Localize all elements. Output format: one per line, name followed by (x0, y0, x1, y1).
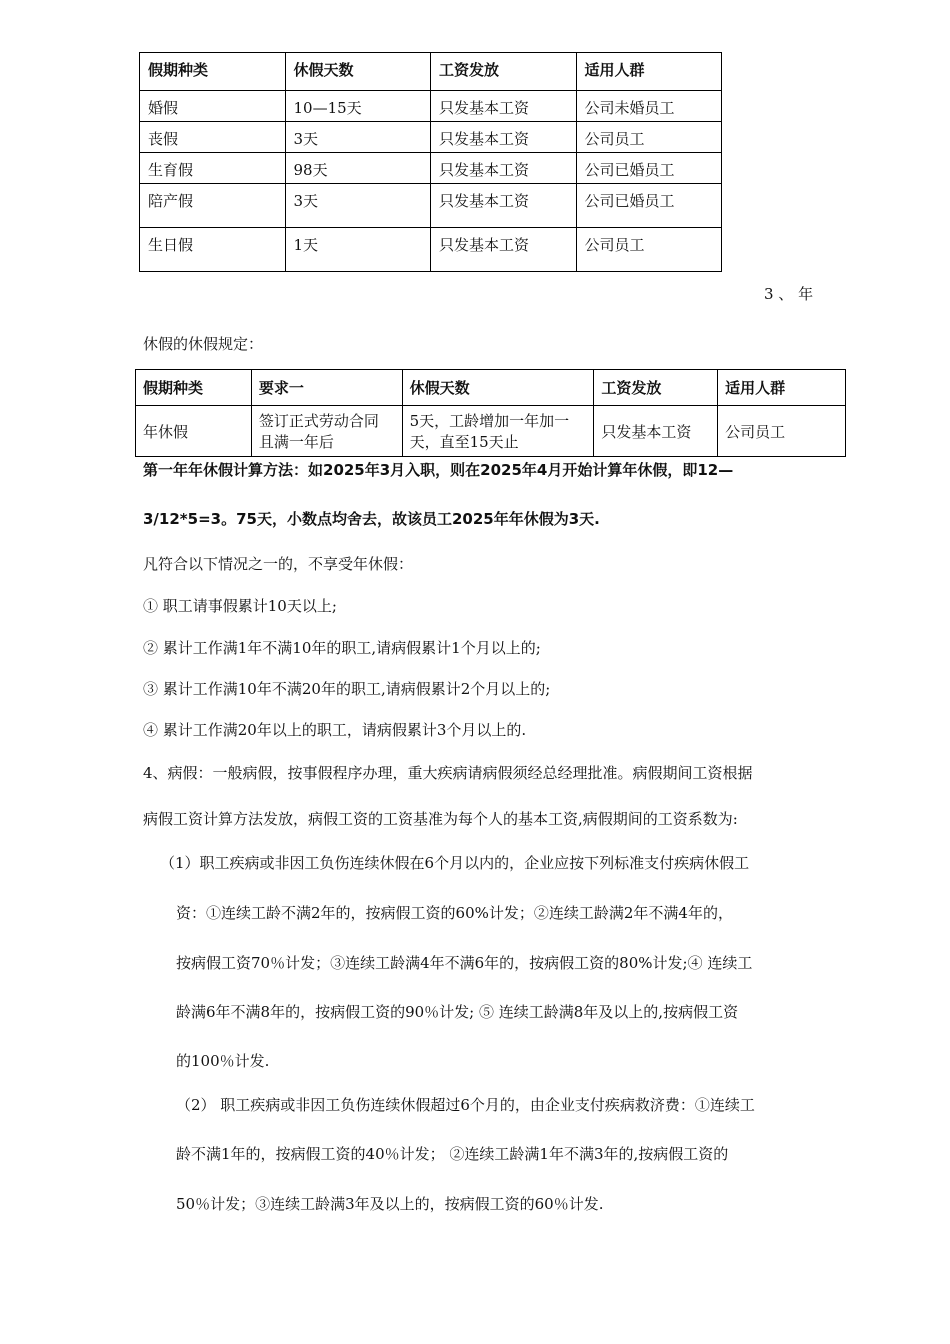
table-cell: 只发基本工资 (431, 184, 577, 228)
exclusion-item: ① 职工请事假累计10天以上; (143, 597, 337, 615)
table-row (140, 153, 722, 184)
table-cell: 公司员工 (576, 122, 722, 153)
header-cell: 工资发放 (431, 53, 577, 91)
table-cell: 只发基本工资 (431, 91, 577, 122)
exclusion-item: ③ 累计工作满10年不满20年的职工,请病假累计2个月以上的; (143, 680, 551, 698)
sick-p2-line: （2） 职工疾病或非因工负伤连续休假超过6个月的，由企业支付疾病救济费：①连续工 (176, 1096, 755, 1114)
exclusion-item: ④ 累计工作满20年以上的职工，请病假累计3个月以上的. (143, 721, 527, 739)
header-cell: 工资发放 (594, 370, 718, 406)
exclusion-item: ② 累计工作满1年不满10年的职工,请病假累计1个月以上的; (143, 639, 541, 657)
header-cell: 假期种类 (140, 53, 286, 91)
sick-line: 4、病假：一般病假，按事假程序办理，重大疾病请病假须经总经理批准。病假期间工资根据 (143, 764, 753, 782)
table-cell: 98天 (285, 153, 431, 184)
sick-p1-line: 资：①连续工龄不满2年的，按病假工资的60%计发；②连续工龄满2年不满4年的， (176, 904, 733, 922)
table-cell: 公司已婚员工 (576, 153, 722, 184)
annual-leave-table (135, 369, 846, 457)
header-cell: 适用人群 (718, 370, 846, 406)
header-cell: 假期种类 (136, 370, 252, 406)
sick-p1-line: 的100％计发. (176, 1052, 270, 1070)
table-cell: 丧假 (140, 122, 286, 153)
table-cell: 只发基本工资 (431, 228, 577, 272)
table-row (140, 122, 722, 153)
section-title: 休假的休假规定： (143, 335, 264, 353)
table-cell: 年休假 (136, 406, 252, 457)
table-cell: 婚假 (140, 91, 286, 122)
sick-p2-line: 龄不满1年的，按病假工资的40％计发； ②连续工龄满1年不满3年的,按病假工资的 (176, 1145, 729, 1163)
requirement-line: 签订正式劳动合同 (258, 412, 379, 430)
table-cell: 3天 (285, 184, 431, 228)
table-cell: 只发基本工资 (431, 122, 577, 153)
calc-line: 3/12*5=3。75天，小数点均舍去，故该员工2025年年休假为3天. (143, 510, 600, 528)
table-row (140, 228, 722, 272)
table-cell: 1天 (285, 228, 431, 272)
requirement-line: 且满一年后 (258, 433, 334, 451)
table-cell: 只发基本工资 (431, 153, 577, 184)
sick-p1-line: 龄满6年不满8年的，按病假工资的90％计发; ⑤ 连续工龄满8年及以上的,按病假工资 (176, 1003, 739, 1021)
table-cell (251, 406, 402, 457)
sick-p1-line: （1）职工疾病或非因工负伤连续休假在6个月以内的，企业应按下列标准支付疾病休假工 (160, 854, 750, 872)
table-cell: 公司员工 (718, 406, 846, 457)
table-row (140, 184, 722, 228)
table-cell: 10—15天 (285, 91, 431, 122)
sick-p1-line: 按病假工资70％计发；③连续工龄满4年不满6年的，按病假工资的80%计发;④ 连续工 (176, 954, 753, 972)
exclusions-intro: 凡符合以下情况之一的，不享受年休假： (143, 555, 414, 573)
table-cell (402, 406, 594, 457)
days-line: 天，直至15天止 (409, 433, 519, 451)
table-cell: 只发基本工资 (594, 406, 718, 457)
table-cell: 生日假 (140, 228, 286, 272)
table-cell: 3天 (285, 122, 431, 153)
sick-p2-line: 50％计发；③连续工龄满3年及以上的，按病假工资的60％计发. (176, 1195, 604, 1213)
table-row (136, 406, 846, 457)
table-cell: 陪产假 (140, 184, 286, 228)
header-cell: 休假天数 (285, 53, 431, 91)
table-cell: 公司已婚员工 (576, 184, 722, 228)
table-header-row (140, 53, 722, 91)
table-row (140, 91, 722, 122)
calc-line: 第一年年休假计算方法：如2025年3月入职，则在2025年4月开始计算年休假，即12— (143, 461, 734, 479)
sick-line: 病假工资计算方法发放，病假工资的工资基准为每个人的基本工资,病假期间的工资系数为: (143, 810, 738, 828)
header-cell: 适用人群 (576, 53, 722, 91)
table-cell: 公司未婚员工 (576, 91, 722, 122)
table-cell: 公司员工 (576, 228, 722, 272)
table-cell: 生育假 (140, 153, 286, 184)
header-cell: 要求一 (251, 370, 402, 406)
header-cell: 休假天数 (402, 370, 594, 406)
table-header-row (136, 370, 846, 406)
days-line: 5天，工龄增加一年加一 (409, 412, 570, 430)
leave-types-table (139, 52, 722, 272)
section-number: 3 、 年 (764, 285, 814, 303)
